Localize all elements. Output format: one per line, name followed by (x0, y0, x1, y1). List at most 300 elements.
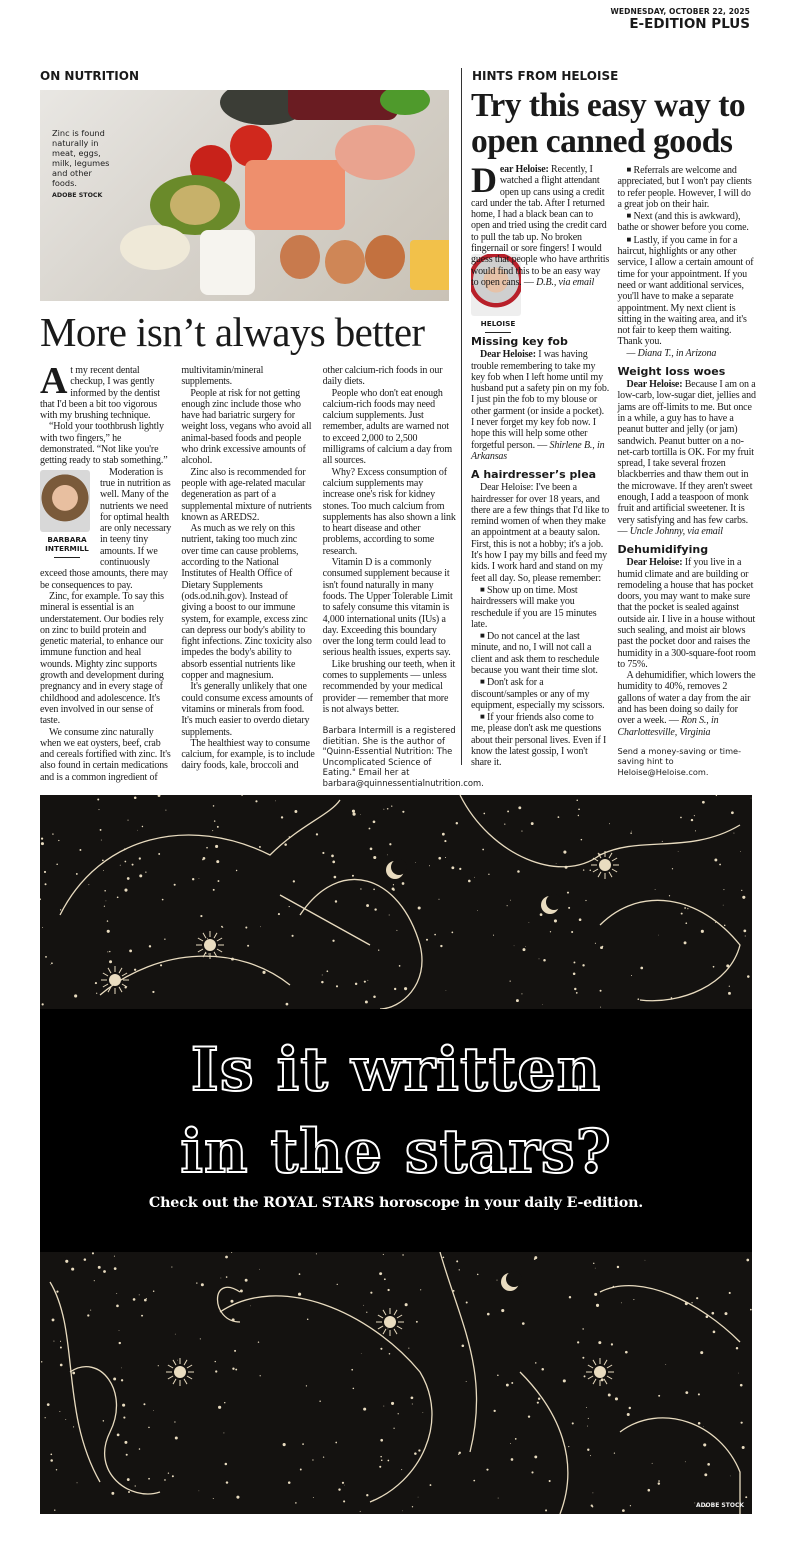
star-dot (292, 935, 294, 937)
star-dot (77, 1482, 78, 1483)
star-dot (541, 1368, 544, 1371)
star-dot (121, 1379, 123, 1381)
star-dot (528, 1415, 530, 1417)
star-dot (442, 833, 445, 836)
star-dot (652, 1463, 653, 1464)
star-dot (444, 840, 446, 842)
star-dot (283, 1443, 286, 1446)
star-dot (60, 1341, 61, 1342)
star-dot (101, 840, 102, 841)
star-dot (109, 951, 110, 952)
star-dot (134, 969, 136, 971)
star-dot (678, 851, 679, 852)
sun-ray (214, 933, 217, 938)
crescent-moon-shadow (506, 1271, 522, 1287)
heloise-column-body (471, 160, 756, 777)
sun-icon (109, 974, 121, 986)
star-dot (335, 1442, 337, 1444)
star-dot (332, 940, 334, 942)
star-dot (158, 795, 161, 797)
bullet-item: ■ Show up on time. Most hairdressers will make you reschedule if you are 15 minutes late. (471, 584, 597, 630)
star-dot (60, 909, 61, 910)
star-dot (331, 855, 334, 858)
star-dot (72, 1372, 75, 1375)
star-dot (740, 851, 741, 852)
star-dot (107, 951, 108, 952)
star-dot (132, 864, 134, 866)
star-dot (364, 981, 366, 983)
star-dot (174, 884, 176, 886)
star-dot (522, 1322, 525, 1325)
star-dot (576, 800, 578, 802)
star-dot (416, 1321, 418, 1323)
sun-ray (612, 858, 617, 861)
sun-ray (168, 1365, 173, 1368)
star-dot (145, 871, 146, 872)
bullet-icon: ■ (480, 631, 485, 641)
sun-ray (217, 938, 222, 941)
star-dot (56, 1469, 57, 1470)
star-dot (200, 915, 202, 917)
star-dot (207, 938, 208, 939)
sun-icon (599, 859, 611, 871)
article-paragraph: People at risk for not getting enough zinc include those who have had bariatric surgery for weight loss, vegans who avoid all animal-based foods and people who drink excessive amounts of alcohol. (181, 387, 312, 467)
star-dot (116, 1305, 119, 1308)
star-dot (402, 882, 405, 885)
article-paragraph: “Hold your toothbrush lightly with two fingers,” he demonstrated. “Not like you're getting ready to stab something.” (40, 421, 168, 467)
sun-ray (588, 1365, 593, 1368)
star-dot (321, 981, 323, 983)
star-dot (573, 972, 576, 975)
star-dot (275, 801, 276, 802)
star-dot (214, 820, 215, 821)
sun-ray (378, 1315, 383, 1318)
star-dot (133, 1298, 136, 1301)
sun-ray (198, 949, 203, 952)
star-dot (577, 1341, 579, 1343)
star-dot (724, 925, 725, 926)
food-photo (40, 90, 449, 301)
star-dot (393, 884, 394, 885)
star-dot (703, 1426, 704, 1427)
star-dot (123, 1416, 125, 1418)
star-dot (621, 1302, 622, 1303)
star-dot (94, 1280, 95, 1281)
star-dot (518, 806, 521, 809)
star-dot (384, 1278, 386, 1280)
column-divider (461, 68, 462, 765)
star-dot (514, 945, 515, 946)
star-dot (596, 1304, 599, 1307)
star-dot (230, 1300, 233, 1303)
star-dot (114, 1256, 115, 1257)
star-dot (440, 945, 442, 947)
star-dot (124, 1441, 127, 1444)
star-dot (106, 901, 107, 902)
bullet-item: ■ Don't ask for a discount/samples or any of my equipment, especially my scissors. (471, 677, 605, 711)
star-dot (218, 1406, 221, 1409)
star-dot (598, 1341, 601, 1344)
constellation-figure-line (218, 1287, 241, 1322)
star-dot (192, 878, 194, 880)
star-dot (380, 1439, 383, 1442)
star-dot (611, 1343, 613, 1345)
star-dot (622, 1509, 625, 1512)
star-dot (563, 851, 566, 854)
bullet-item: ■ If your friends also come to me, please don't ask me questions about their personal lives. Even if I know the latest gossip, I won't share it. (471, 712, 607, 769)
star-dot (383, 809, 384, 810)
star-dot (56, 863, 58, 865)
star-dot (44, 871, 46, 873)
star-dot (216, 860, 219, 863)
drop-cap: D (471, 160, 497, 200)
sun-ray (119, 968, 122, 973)
star-dot (393, 889, 395, 891)
star-dot (50, 1459, 53, 1462)
star-dot (117, 1433, 120, 1436)
constellation-figure-line (600, 900, 740, 1000)
star-dot (418, 1497, 419, 1498)
star-dot (510, 1443, 511, 1444)
star-dot (129, 949, 132, 952)
star-dot (177, 1360, 178, 1361)
star-dot (338, 1488, 340, 1490)
star-dot (74, 994, 77, 997)
star-dot (98, 809, 99, 810)
star-dot (213, 805, 215, 807)
article-paragraph: As much as we rely on this nutrient, taking too much zinc over time can cause problems, according to the National Institutes of Health Office of Dietary Supplements (ods.od.nih.gov). Instead of giving a boost to our immune system, for example, excess zinc can depress our body's ability to fight infections. Zinc toxicity also impedes the body's ability to absorb essential nutrients like copper and magnesium. (181, 523, 312, 682)
star-dot (221, 1278, 222, 1279)
star-dot (128, 1491, 130, 1493)
star-dot (517, 870, 520, 873)
star-dot (360, 814, 361, 815)
article-paragraph: At my recent dental checkup, I was gently informed by the dentist that I'd been a bit too vigorous with my brushing technique. (40, 360, 160, 422)
star-dot (430, 1484, 432, 1486)
star-dot (96, 993, 97, 994)
star-dot (117, 896, 119, 898)
star-dot (52, 833, 53, 834)
star-dot (322, 852, 324, 854)
star-dot (456, 822, 458, 824)
star-dot (568, 1446, 569, 1447)
star-dot (225, 1463, 228, 1466)
star-dot (729, 986, 730, 987)
star-dot (412, 1506, 413, 1507)
star-dot (456, 1260, 458, 1262)
star-dot (104, 890, 106, 892)
star-dot (124, 889, 127, 892)
star-dot (592, 1506, 593, 1507)
sun-ray (593, 1360, 596, 1365)
constellation-figure-line (220, 1296, 432, 1502)
star-dot (369, 828, 371, 830)
star-dot (466, 1381, 467, 1382)
article-paragraph: Like brushing our teeth, when it comes to supplements — unless recommended by your medical provider — remember that more is not always better. (322, 658, 456, 715)
star-dot (393, 1428, 394, 1429)
star-dot (443, 1257, 445, 1259)
star-dot (740, 1384, 743, 1387)
star-dot (399, 965, 401, 967)
star-dot (573, 961, 575, 963)
star-dot (153, 1410, 154, 1411)
star-dot (149, 945, 151, 947)
star-dot (681, 913, 683, 915)
sun-ray (187, 1376, 192, 1379)
sun-ray (593, 869, 598, 872)
star-dot (685, 922, 687, 924)
star-dot (134, 796, 137, 799)
sun-ray (122, 984, 127, 987)
star-dot (497, 1374, 499, 1376)
star-dot (716, 795, 717, 796)
star-dot (236, 870, 237, 871)
star-dot (380, 1456, 382, 1458)
star-dot (630, 832, 632, 834)
star-dot (45, 883, 47, 885)
star-dot (388, 1329, 389, 1330)
star-dot (45, 1417, 46, 1418)
nutrition-article-body (40, 360, 484, 788)
star-dot (139, 874, 142, 877)
star-dot (600, 990, 602, 992)
star-dot (438, 899, 439, 900)
star-dot (126, 1454, 128, 1456)
star-dot (542, 1004, 543, 1005)
star-dot (574, 988, 576, 990)
subhead-hairdressers-plea: A hairdresser’s plea (471, 468, 597, 482)
star-dot (165, 810, 166, 811)
star-dot (97, 798, 99, 800)
edition-header (611, 7, 750, 32)
star-dot (65, 1260, 68, 1263)
star-dot (365, 1001, 368, 1004)
star-dot (742, 896, 745, 899)
ad-headline: Is it written in the stars? (180, 1035, 612, 1187)
star-dot (352, 875, 354, 877)
sun-ray (397, 1315, 402, 1318)
columnist-name: HELOISE (480, 319, 516, 329)
star-dot (373, 889, 375, 891)
constellation-figure-line (280, 895, 370, 945)
star-dot (107, 920, 108, 921)
star-dot (336, 985, 338, 987)
letter-signature: — Diana T., in Arizona (626, 347, 717, 359)
star-dot (549, 1480, 551, 1482)
star-dot (379, 1272, 382, 1275)
star-dot (466, 1302, 468, 1304)
star-dot (743, 930, 746, 933)
star-dot (73, 1426, 74, 1427)
star-dot (658, 935, 659, 936)
star-dot (587, 1449, 589, 1451)
star-dot (164, 939, 165, 940)
edition-date: WEDNESDAY, OCTOBER 22, 2025 (610, 7, 750, 16)
star-dot (175, 1334, 176, 1335)
star-dot (366, 904, 369, 907)
star-dot (738, 1373, 739, 1374)
star-dot (387, 854, 388, 855)
constellation-figure-line (60, 800, 340, 915)
star-dot (119, 1342, 121, 1344)
star-dot (703, 1443, 706, 1446)
star-dot (168, 1472, 169, 1473)
star-dot (707, 1463, 710, 1466)
article-paragraph: Moderation is true in nutrition as well. Many of the nutrients we need for optimal health are only necessary in teeny tiny amounts. If we continuously exceed those amounts, there may be consequences to pay. (40, 466, 172, 591)
star-dot (558, 816, 560, 818)
star-dot (506, 1384, 509, 1387)
star-dot (103, 1420, 104, 1421)
horoscope-advertisement[interactable] (40, 795, 752, 1514)
star-dot (332, 860, 335, 863)
sun-ray (607, 1376, 612, 1379)
sun-ray (203, 933, 206, 938)
star-dot (648, 1489, 651, 1492)
star-dot (736, 1347, 738, 1349)
star-dot (595, 1268, 596, 1269)
crescent-moon-shadow (546, 894, 562, 910)
sun-ray (103, 984, 108, 987)
star-dot (217, 880, 219, 882)
star-dot (594, 1293, 597, 1296)
sun-ray (217, 949, 222, 952)
star-dot (700, 1351, 703, 1354)
star-dot (337, 1284, 338, 1285)
article-paragraph: Zinc also is recommended for people with age-related macular degeneration as part of a supplemental mixture of nutrients known as AREDS2. (181, 466, 312, 523)
star-dot (351, 1369, 353, 1371)
star-dot (429, 865, 430, 866)
star-dot (422, 1412, 423, 1413)
star-dot (685, 1391, 688, 1394)
section-label-heloise: HINTS FROM HELOISE (472, 69, 619, 83)
star-dot (701, 930, 704, 933)
star-dot (41, 842, 44, 845)
star-dot (487, 1313, 490, 1316)
star-dot (363, 1408, 366, 1411)
star-dot (625, 1351, 628, 1354)
star-dot (286, 1003, 289, 1006)
star-dot (404, 987, 407, 990)
star-dot (200, 1338, 201, 1339)
star-dot (706, 1315, 709, 1318)
star-dot (52, 1318, 55, 1321)
star-dot (411, 1396, 414, 1399)
star-dot (326, 970, 328, 972)
star-dot (525, 946, 526, 947)
star-dot (538, 1398, 540, 1400)
star-dot (531, 1471, 533, 1473)
star-dot (294, 810, 297, 813)
star-dot (322, 975, 323, 976)
constellation-figure-line (100, 956, 290, 995)
sun-icon (594, 1366, 606, 1378)
star-dot (658, 1395, 660, 1397)
star-dot (581, 839, 583, 841)
star-dot (144, 1299, 147, 1302)
star-dot (434, 934, 436, 936)
star-dot (302, 1443, 304, 1445)
star-dot (383, 1254, 384, 1255)
star-dot (510, 900, 511, 901)
star-dot (583, 869, 584, 870)
star-dot (95, 982, 97, 984)
star-dot (523, 948, 526, 951)
star-dot (196, 1282, 197, 1283)
star-dot (711, 1312, 714, 1315)
sun-ray (394, 1329, 397, 1334)
star-dot (113, 1378, 116, 1381)
star-dot (515, 1438, 517, 1440)
star-dot (741, 890, 742, 891)
star-dot (595, 943, 596, 944)
star-dot (723, 905, 724, 906)
star-dot (412, 1404, 413, 1405)
constellation-figure-line (440, 1252, 477, 1452)
star-dot (483, 813, 485, 815)
star-dot (462, 1344, 465, 1347)
star-dot (451, 866, 454, 869)
star-dot (534, 1455, 537, 1458)
bullet-icon: ■ (480, 584, 485, 594)
star-dot (162, 899, 164, 901)
send-hint-note: Send a money-saving or time-saving hint to Heloise@Heloise.com. (617, 745, 742, 777)
star-dot (360, 888, 361, 889)
star-dot (691, 1302, 692, 1303)
star-dot (343, 1500, 345, 1502)
bullet-item: ■ Next (and this is awkward), bathe or shower before you come. (617, 211, 749, 234)
drop-cap: A (40, 360, 68, 402)
sun-ray (383, 1310, 386, 1315)
star-dot (370, 847, 373, 850)
star-dot (745, 1496, 747, 1498)
star-dot (104, 906, 105, 907)
star-dot (258, 1341, 259, 1342)
star-dot (545, 1509, 547, 1511)
sun-ray (598, 872, 601, 877)
star-dot (724, 1312, 727, 1315)
star-dot (584, 1375, 586, 1377)
star-dot (60, 1364, 63, 1367)
sun-ray (108, 968, 111, 973)
constellation-figure-line (50, 1282, 100, 1482)
star-dot (488, 874, 489, 875)
star-dot (250, 1306, 251, 1307)
sun-ray (103, 973, 108, 976)
star-dot (51, 962, 53, 964)
star-dot (288, 1481, 291, 1484)
star-dot (119, 1330, 120, 1331)
star-dot (637, 998, 639, 1000)
star-dot (284, 843, 287, 846)
star-dot (352, 810, 355, 813)
sun-ray (198, 938, 203, 941)
star-dot (137, 830, 138, 831)
star-dot (41, 837, 43, 839)
star-dot (103, 1270, 106, 1273)
star-dot (747, 975, 750, 978)
star-dot (40, 898, 41, 900)
ad-credit: ADOBE STOCK (695, 1502, 744, 1509)
star-dot (139, 1448, 141, 1450)
article-paragraph: Zinc, for example. To say this mineral is essential is an understatement. Our bodies rely on zinc to build protein and genetic material, to enhance our immune function and heal wounds. Mighty zinc supports growth and development during pregnancy and in every stage of childhood and adolescence. It's even involved in our sense of taste. (40, 590, 164, 727)
star-dot (550, 931, 551, 932)
star-dot (47, 1403, 50, 1406)
star-dot (408, 1348, 409, 1349)
star-dot (353, 1388, 355, 1390)
star-dot (366, 1312, 367, 1313)
star-dot (468, 880, 471, 883)
star-dot (698, 1422, 701, 1425)
star-dot (102, 859, 104, 861)
